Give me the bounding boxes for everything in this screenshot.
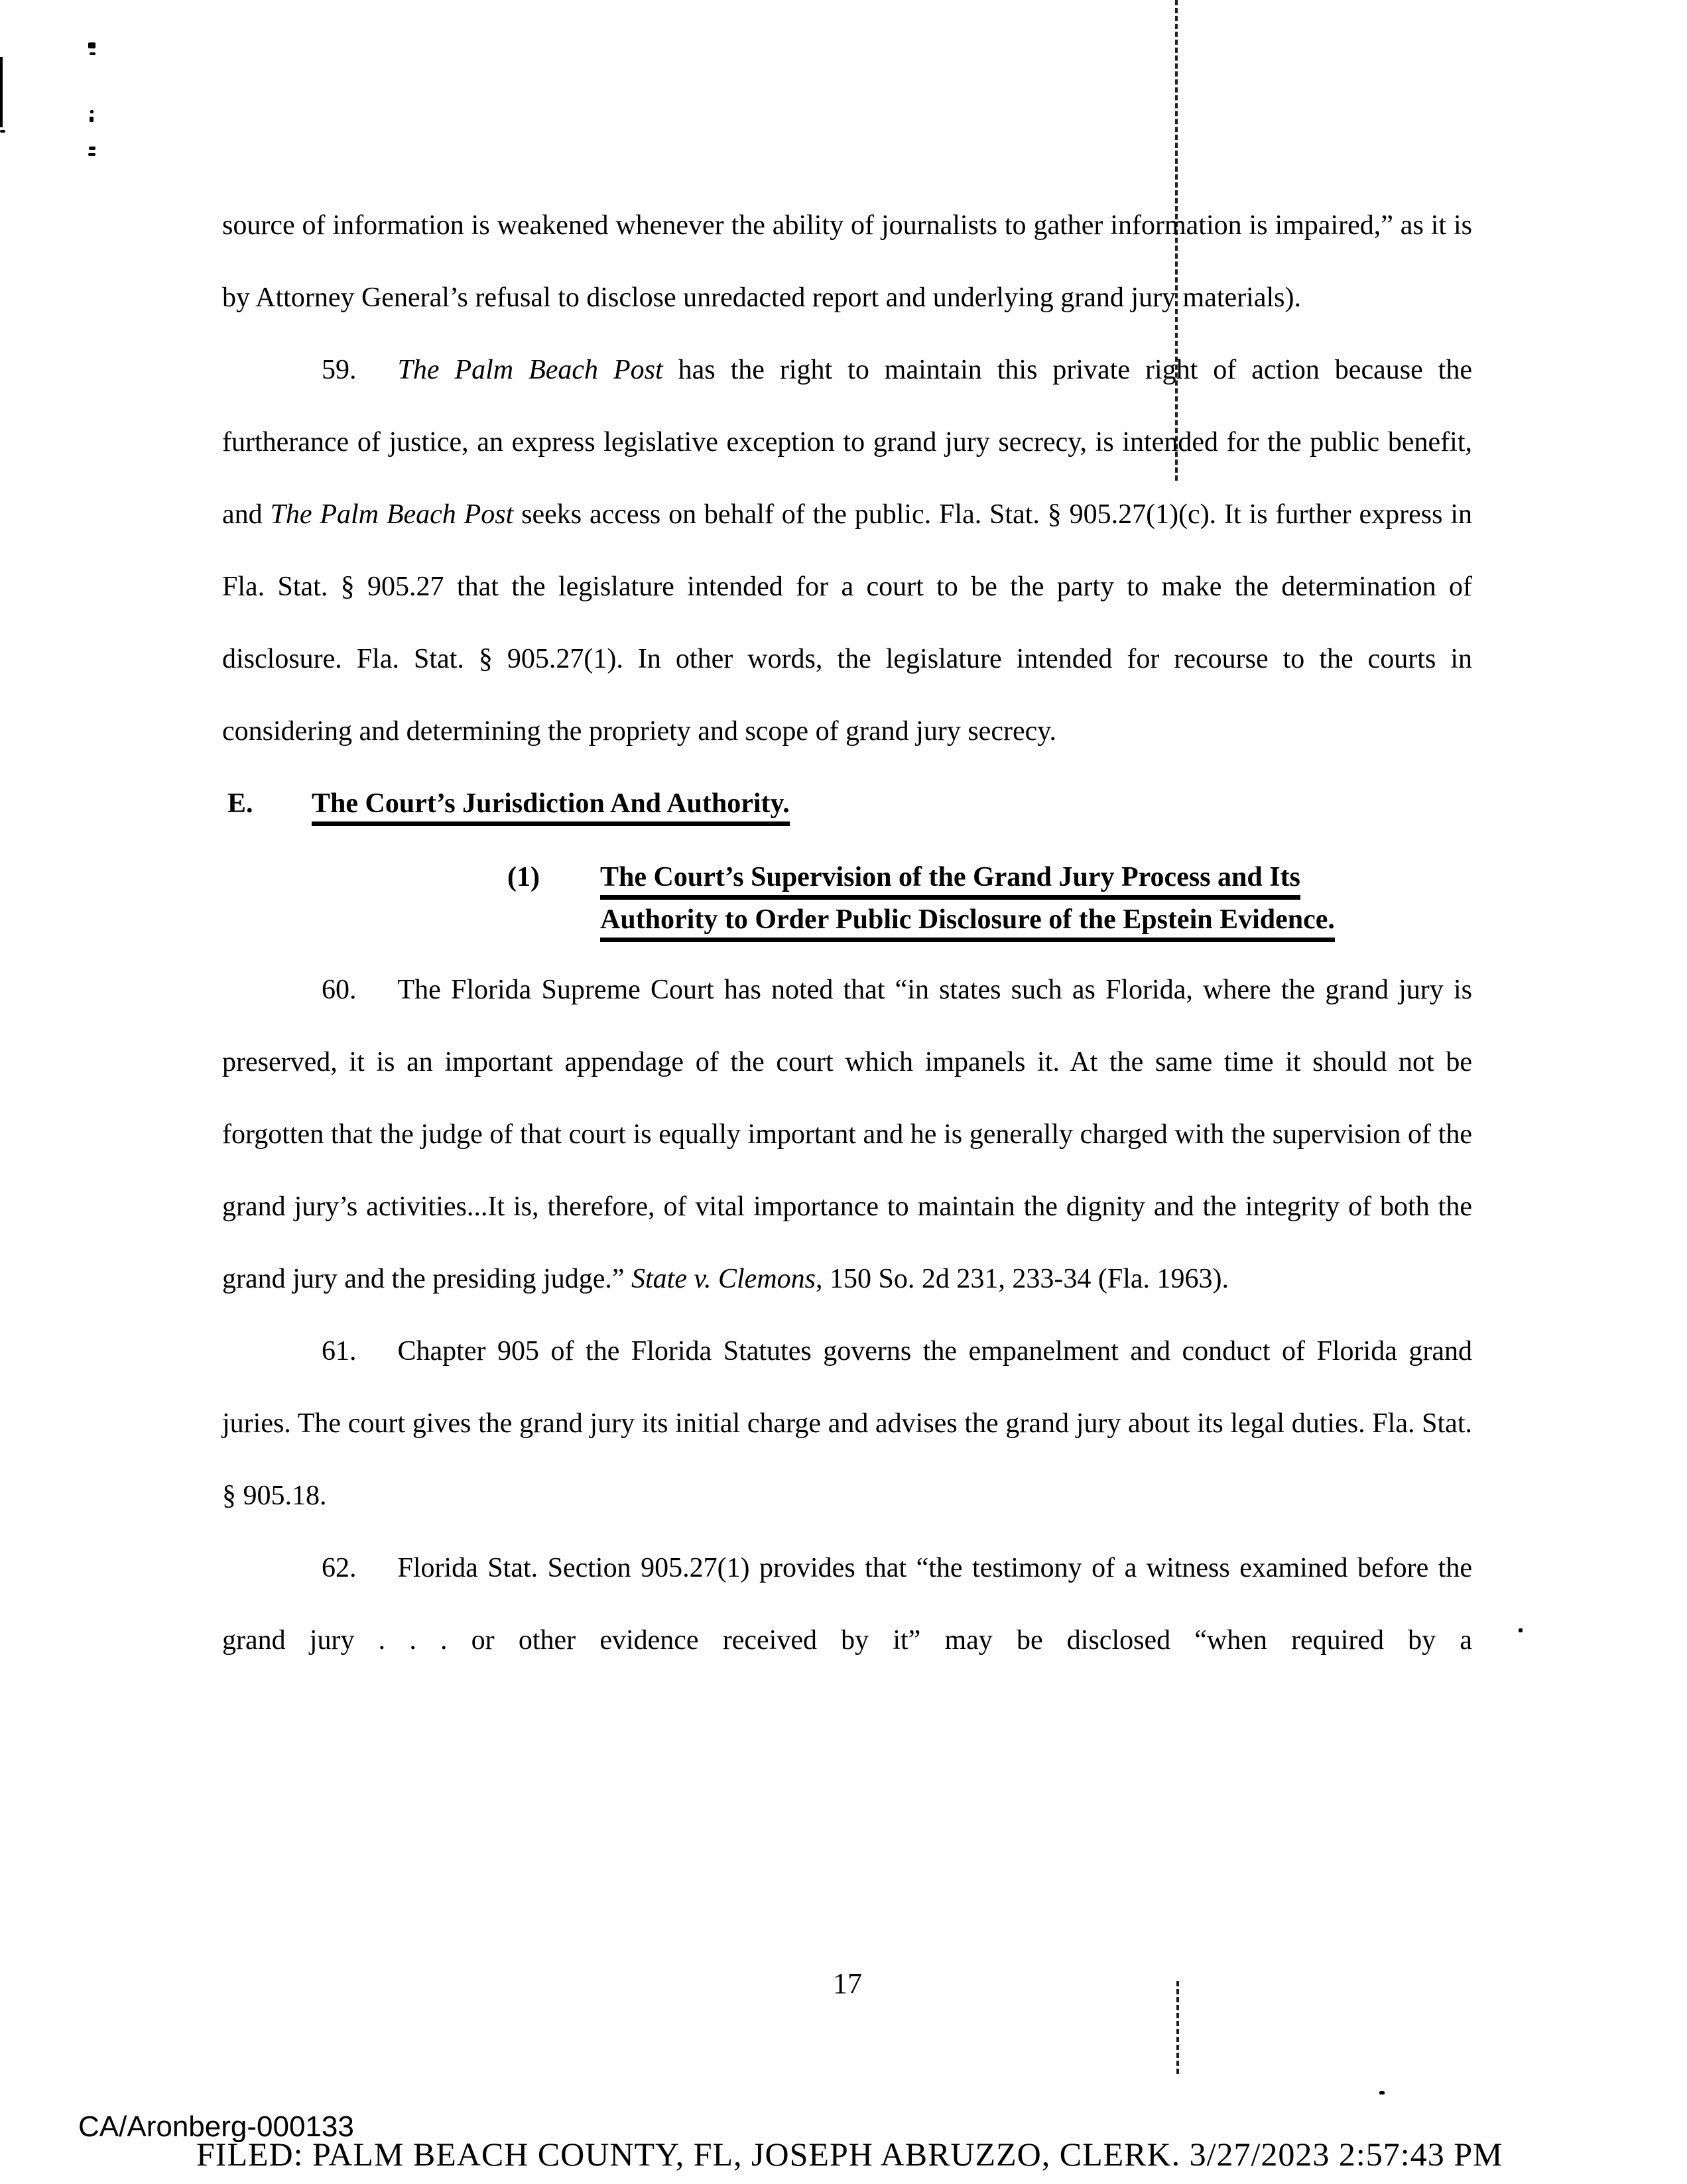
text-run: has the right to maintain this private right of action because the furtherance of justice, an express legislative exception to grand jury secrecy, is intended for the public benefit, and	[222, 355, 1472, 530]
text-run: , 150 So. 2d 231, 233-34 (Fla. 1963).	[816, 1264, 1229, 1294]
bates-stamp: CA/Aronberg-000133	[78, 2110, 354, 2143]
text-run: The Palm Beach Post	[270, 499, 514, 530]
scan-speck	[0, 130, 5, 133]
scan-edge-line	[0, 57, 3, 127]
text-run: seeks access on behalf of the public. Fla. Stat. § 905.27(1)(c). It is further express in Fla. Stat. § 905.27 that the legislature intended for a court to be the party to make the determination of disclosure. Fla. Stat. § 905.27(1). In other words, the legislature intended for recourse to the courts in considering and determining the propriety and scope of grand jury secrecy.	[222, 499, 1472, 747]
paragraph-number: 61.	[322, 1336, 357, 1366]
scan-speck	[1379, 2091, 1385, 2094]
text-run: The Palm Beach Post	[397, 355, 663, 385]
scan-speck	[89, 147, 95, 150]
heading-line	[600, 856, 1335, 898]
paragraph-number: 62.	[322, 1553, 357, 1583]
paragraph	[222, 954, 1472, 1315]
heading-line	[600, 898, 1335, 941]
paragraph	[222, 1315, 1472, 1532]
heading-title: The Court’s Jurisdiction And Authority.	[312, 788, 790, 826]
scan-speck	[88, 42, 95, 48]
paragraph	[222, 334, 1472, 768]
text-run: State v. Clemons	[631, 1264, 816, 1294]
scan-speck	[90, 52, 95, 55]
paragraph-number: 60.	[322, 975, 357, 1005]
scan-speck	[90, 110, 94, 113]
text-run: The Florida Supreme Court has noted that “in states such as Florida, where the grand jury is preserved, it is an important appendage of the court which impanels it. At the same time it should not be forgotten that the judge of that court is equally important and he is generally charged with the supervision of the grand jury’s activities...It is, therefore, of vital importance to maintain the dignity and the integrity of both the grand jury and the presiding judge.”	[222, 975, 1472, 1294]
scan-speck	[88, 153, 95, 156]
filing-stamp: FILED: PALM BEACH COUNTY, FL, JOSEPH ABRUZZO, CLERK. 3/27/2023 2:57:43 PM	[196, 2136, 1503, 2173]
document-body	[222, 190, 1472, 1677]
text-run: Florida Stat. Section 905.27(1) provides that “the testimony of a witness examined before the grand jury . . . or other evidence received by it” may be disclosed “when required by a	[222, 1553, 1472, 1656]
paragraph-number: 59.	[322, 355, 357, 385]
paragraph	[222, 1532, 1472, 1677]
page-number: 17	[833, 1967, 862, 2000]
paragraph	[222, 190, 1472, 334]
heading-label: (1)	[507, 862, 540, 892]
subsection-heading	[507, 856, 1472, 941]
scan-speck	[1519, 1628, 1523, 1632]
section-heading	[222, 768, 1472, 840]
text-run: Chapter 905 of the Florida Statutes governs the empanelment and conduct of Florida grand juries. The court gives the grand jury its initial charge and advises the grand jury about its legal duties. Fla. Stat. § 905.18.	[222, 1336, 1472, 1511]
scan-speck	[90, 117, 94, 122]
text-run: source of information is weakened whenever the ability of journalists to gather information is impaired,” as it is by Attorney General’s refusal to disclose unredacted report and underlying grand jury materials).	[222, 210, 1472, 313]
heading-label: E.	[227, 788, 253, 819]
heading-lines	[600, 856, 1335, 941]
fold-line-artifact	[1176, 1981, 1179, 2074]
heading-title: The Court’s Supervision of the Grand Jury Process and Its	[600, 862, 1300, 900]
heading-title: Authority to Order Public Disclosure of the Epstein Evidence.	[600, 904, 1335, 942]
